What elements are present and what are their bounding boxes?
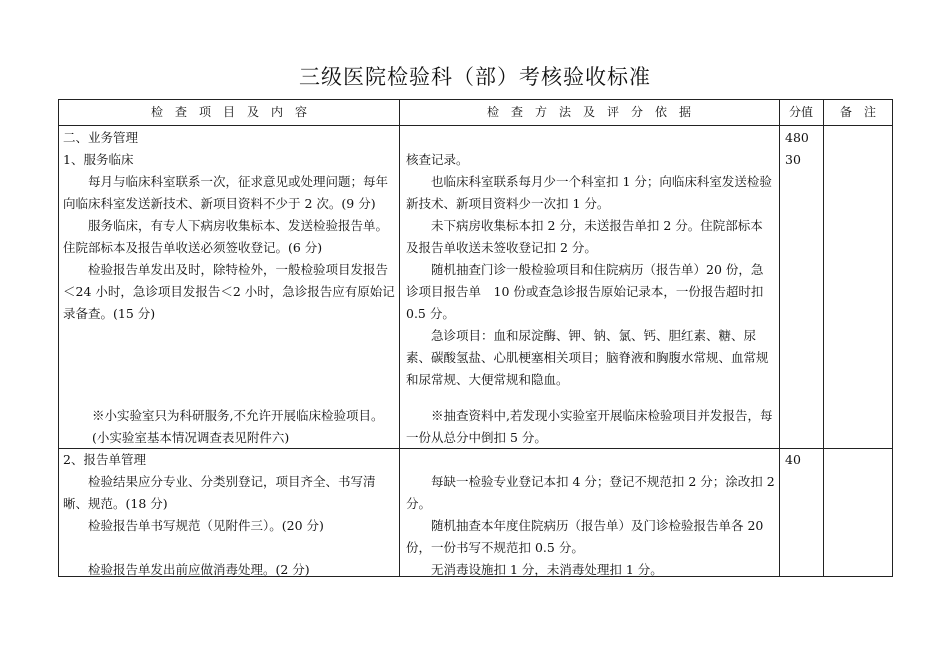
method-paragraph: 急诊项目：血和尿淀酶、钾、钠、氯、钙、胆红素、糖、尿素、碳酸氢盐、心肌梗塞相关项目；脑脊液和胸腹水常规、血常规和尿常规、大便常规和隐血。 bbox=[406, 328, 769, 387]
item-paragraph: 检验报告单书写规范（见附件三）。(20 分) bbox=[88, 518, 324, 533]
method-paragraph: 未下病房收集标本扣 2 分，未送报告单扣 2 分。住院部标本及报告单收送未签收登记扣 2 分。 bbox=[406, 218, 763, 255]
method-paragraph: 无消毒设施扣 1 分，未消毒处理扣 1 分。 bbox=[431, 562, 663, 577]
note-line: (小实验室基本情况调查表见附件六) bbox=[92, 430, 290, 445]
header-notes: 备 注 bbox=[839, 105, 876, 119]
method-intro: 核查记录。 bbox=[406, 152, 469, 167]
section-score: 40 bbox=[785, 452, 801, 467]
column-divider bbox=[399, 100, 400, 576]
method-paragraph: 每缺一检验专业登记本扣 4 分；登记不规范扣 2 分；涂改扣 2 分。 bbox=[406, 474, 775, 511]
section-score: 480 bbox=[785, 130, 809, 145]
column-divider bbox=[779, 100, 780, 576]
header-divider bbox=[59, 125, 892, 126]
method-paragraph: 随机抽查门诊一般检验项目和住院病历（报告单）20 份，急诊项目报告单 10 份或查急诊报告原始记录本，一份报告超时扣 0.5 分。 bbox=[406, 262, 764, 321]
sub-heading: 1、服务临床 bbox=[63, 152, 134, 167]
header-items: 检 查 项 目 及 内 容 bbox=[150, 105, 307, 119]
method-paragraph: 也临床科室联系每月少一个科室扣 1 分；向临床科室发送检验新技术、新项目资料少一次扣 1 分。 bbox=[406, 174, 772, 211]
section-heading: 2、报告单管理 bbox=[63, 452, 146, 467]
header-score: 分值 bbox=[788, 105, 813, 119]
method-paragraph: 随机抽查本年度住院病历（报告单）及门诊检验报告单各 20 份，一份书写不规范扣 0.5 分。 bbox=[406, 518, 764, 555]
item-paragraph: 检验结果应分专业、分类别登记，项目齐全、书写清晰、规范。(18 分) bbox=[63, 474, 376, 511]
page-title: 三级医院检验科（部）考核验收标准 bbox=[299, 65, 651, 89]
note-method: ※抽查资料中,若发现小实验室开展临床检验项目并发报告，每一份从总分中倒扣 5 分。 bbox=[406, 408, 773, 445]
item-paragraph: 检验报告单发出前应做消毒处理。(2 分) bbox=[88, 562, 310, 577]
header-method: 检 查 方 法 及 评 分 依 据 bbox=[486, 105, 691, 119]
sub-score: 30 bbox=[785, 152, 801, 167]
section-heading: 二、业务管理 bbox=[63, 130, 139, 145]
item-paragraph: 服务临床，有专人下病房收集标本、发送检验报告单。住院部标本及报告单收送必须签收登记。(6 分) bbox=[63, 218, 389, 255]
item-paragraph: 每月与临床科室联系一次，征求意见或处理问题；每年向临床科室发送新技术、新项目资料不少于 2 次。(9 分) bbox=[63, 174, 389, 211]
column-divider bbox=[823, 100, 824, 576]
note-line: ※小实验室只为科研服务,不允许开展临床检验项目。 bbox=[92, 408, 384, 423]
item-paragraph: 检验报告单发出及时，除特检外，一般检验项目发报告＜24 小时，急诊项目发报告＜2 小时，急诊报告应有原始记录备查。(15 分) bbox=[63, 262, 395, 321]
